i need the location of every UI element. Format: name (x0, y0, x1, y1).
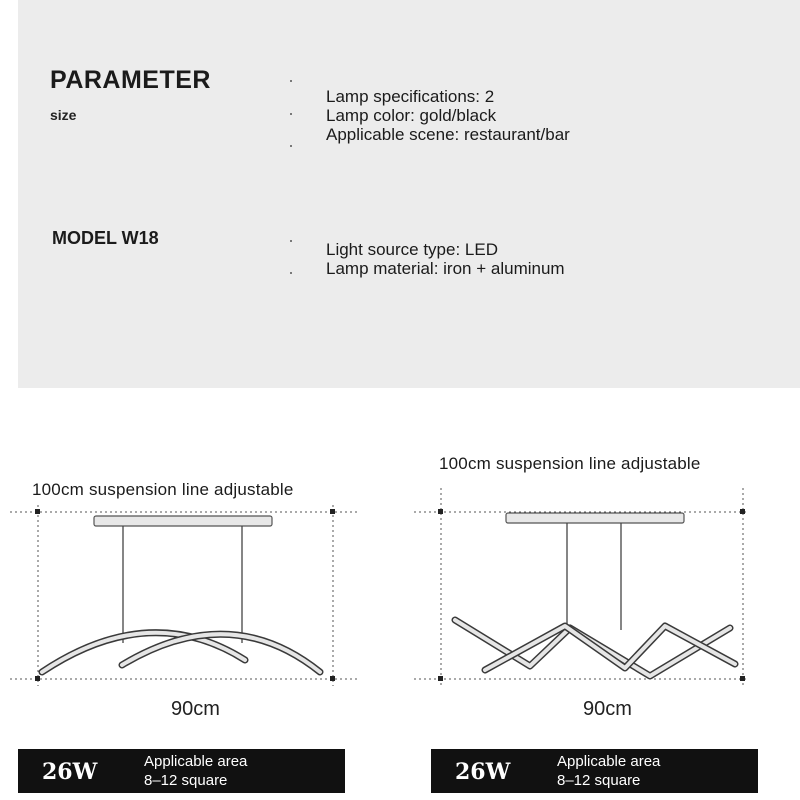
spec-lamp-specifications: Lamp specifications: 2 (326, 87, 495, 106)
right-power-badge (431, 749, 758, 793)
left-suspension-caption: 100cm suspension line adjustable (32, 480, 294, 499)
wattage-label: 26W (42, 759, 98, 785)
spec-lamp-color: Lamp color: gold/black (326, 106, 497, 125)
model-heading: MODEL W18 (52, 228, 159, 248)
right-lamp-diagram (414, 488, 748, 686)
parameter-heading: PARAMETER (50, 66, 211, 94)
spec-light-source: Light source type: LED (326, 240, 498, 259)
applicable-area-label: Applicable area (144, 753, 248, 770)
spec-lamp-material: Lamp material: iron + aluminum (326, 259, 565, 278)
size-subheading: size (50, 107, 77, 123)
applicable-area-value: 8–12 square (557, 772, 641, 789)
spec-applicable-scene: Applicable scene: restaurant/bar (326, 125, 570, 144)
applicable-area-label: Applicable area (557, 753, 661, 770)
right-suspension-caption: 100cm suspension line adjustable (439, 454, 701, 473)
right-width-label: 90cm (583, 698, 632, 720)
left-width-label: 90cm (171, 698, 220, 720)
left-power-badge (18, 749, 345, 793)
wattage-label: 26W (455, 759, 511, 785)
left-lamp-diagram (10, 505, 358, 686)
applicable-area-value: 8–12 square (144, 772, 228, 789)
